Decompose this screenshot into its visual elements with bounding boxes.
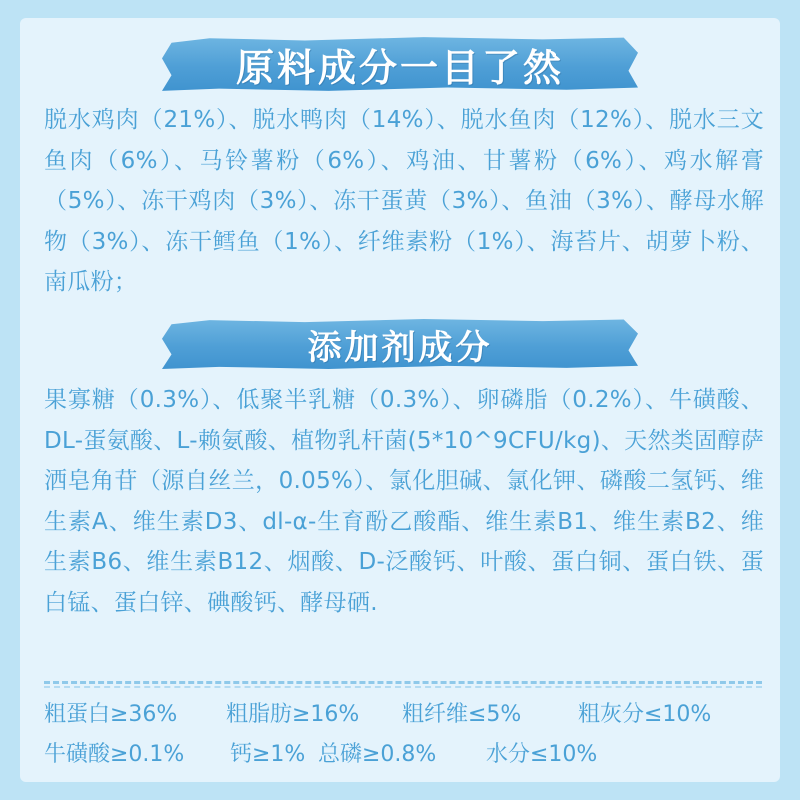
ingredients-title-banner — [162, 36, 638, 92]
guarantee-crude-ash: 粗灰分≤10% — [578, 701, 712, 727]
guarantee-crude-protein: 粗蛋白≥36% — [44, 701, 178, 727]
guarantee-taurine: 牛磺酸≥0.1% — [44, 741, 185, 767]
additives-list: 果寡糖（0.3%）、低聚半乳糖（0.3%）、卵磷脂（0.2%）、牛磺酸、DL-蛋氨酸、L-赖氨酸、植物乳杆菌(5*10^9CFU/kg)、天然类固醇萨洒皂角苷（源自丝兰，0.05%）、氯化胆碱、氯化钾、磷酸二氢钙、维生素A、维生素D3、dl-α-生育酚乙酸酯、维生素B1、维生素B2、维生素B6、维生素B12、烟酸、D-泛酸钙、叶酸、蛋白铜、蛋白铁、蛋白锰、蛋白锌、碘酸钙、酵母硒. — [44, 387, 764, 616]
divider-line — [44, 686, 762, 688]
guarantee-calcium: 钙≥1% — [230, 741, 306, 767]
guarantee-crude-fiber: 粗纤维≤5% — [402, 701, 522, 727]
ingredients-title: 原料成分一目了然 — [235, 45, 564, 90]
additives-title-banner — [162, 318, 638, 370]
guarantee-row — [44, 694, 748, 730]
divider-line — [44, 681, 762, 684]
guarantee-moisture: 水分≤10% — [486, 741, 598, 767]
guarantee-row — [44, 734, 636, 770]
guarantee-total-phosphorus: 总磷≥0.8% — [318, 741, 437, 767]
guarantee-crude-fat: 粗脂肪≥16% — [226, 701, 360, 727]
additives-title: 添加剂成分 — [307, 327, 493, 368]
ingredients-list: 脱水鸡肉（21%）、脱水鸭肉（14%）、脱水鱼肉（12%）、脱水三文鱼肉（6%）、马铃薯粉（6%）、鸡油、甘薯粉（6%）、鸡水解膏（5%）、冻干鸡肉（3%）、冻干蛋黄（3%）、鱼油（3%）、酵母水解物（3%）、冻干鳕鱼（1%）、纤维素粉（1%）、海苔片、胡萝卜粉、南瓜粉； — [44, 107, 764, 295]
